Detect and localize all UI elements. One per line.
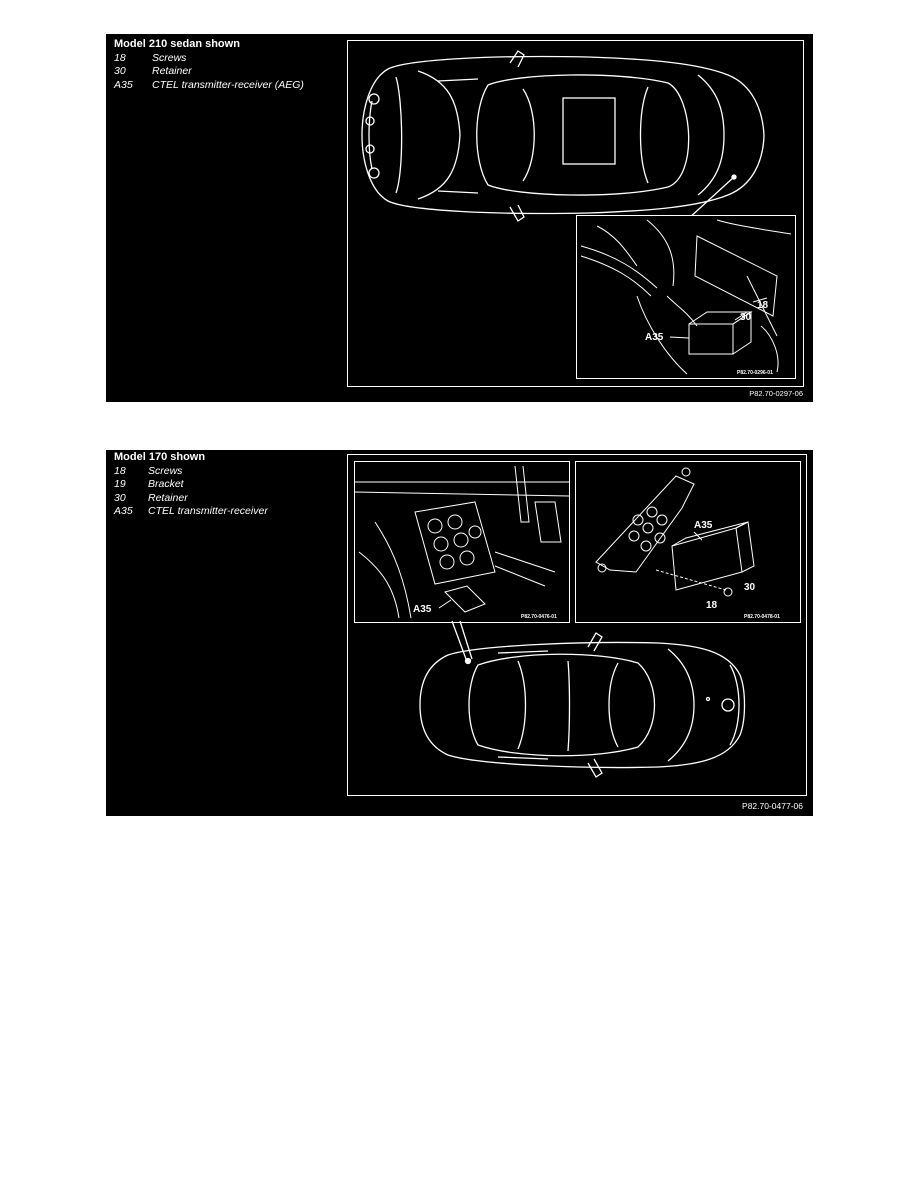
legend-code: 19 (114, 478, 126, 490)
legend-code: 30 (114, 65, 126, 77)
callout-18: 18 (706, 600, 718, 611)
callout-30: 30 (744, 582, 756, 593)
figure-model-210 (106, 34, 813, 402)
figure-id: P82.70-0477-06 (742, 801, 803, 811)
legend-code: 30 (114, 491, 126, 504)
callout-30: 30 (740, 312, 752, 323)
legend-label: CTEL transmitter-receiver (148, 505, 268, 517)
illustration-panel (347, 40, 804, 387)
legend-label: Retainer (152, 65, 192, 77)
legend-label: Screws (152, 51, 187, 64)
callout-a35: A35 (694, 520, 713, 531)
legend-item (114, 52, 304, 66)
legend-code: 18 (114, 464, 126, 477)
inset-figure-id: P82.70-0478-01 (744, 614, 780, 620)
legend-item (114, 465, 268, 479)
legend (114, 451, 268, 519)
detail-inset (576, 215, 796, 379)
detail-illustration (577, 216, 795, 378)
legend-item (114, 505, 268, 519)
callout-18: 18 (757, 300, 769, 311)
inset-figure-id: P82.70-0296-01 (737, 370, 773, 376)
callout-a35: A35 (413, 604, 432, 615)
callout-a35: A35 (645, 332, 664, 343)
legend-label: Bracket (148, 478, 184, 490)
car-top-view-illustration (348, 455, 806, 795)
figure-id: P82.70-0297-06 (749, 389, 803, 398)
legend-item (114, 478, 268, 492)
legend-label: CTEL transmitter-receiver (AEG) (152, 78, 304, 91)
legend (114, 38, 304, 92)
figure-title: Model 210 sedan shown (114, 38, 240, 50)
legend-item (114, 79, 304, 93)
legend-code: A35 (114, 505, 133, 517)
legend-code: 18 (114, 51, 126, 64)
figure-model-170 (106, 450, 813, 816)
figure-title: Model 170 shown (114, 451, 206, 463)
inset-figure-id: P82.70-0476-01 (521, 614, 557, 620)
legend-item (114, 492, 268, 506)
legend-code: A35 (114, 78, 133, 91)
legend-label: Screws (148, 464, 183, 477)
illustration-panel (347, 454, 807, 796)
legend-label: Retainer (148, 491, 188, 504)
legend-item (114, 65, 304, 79)
